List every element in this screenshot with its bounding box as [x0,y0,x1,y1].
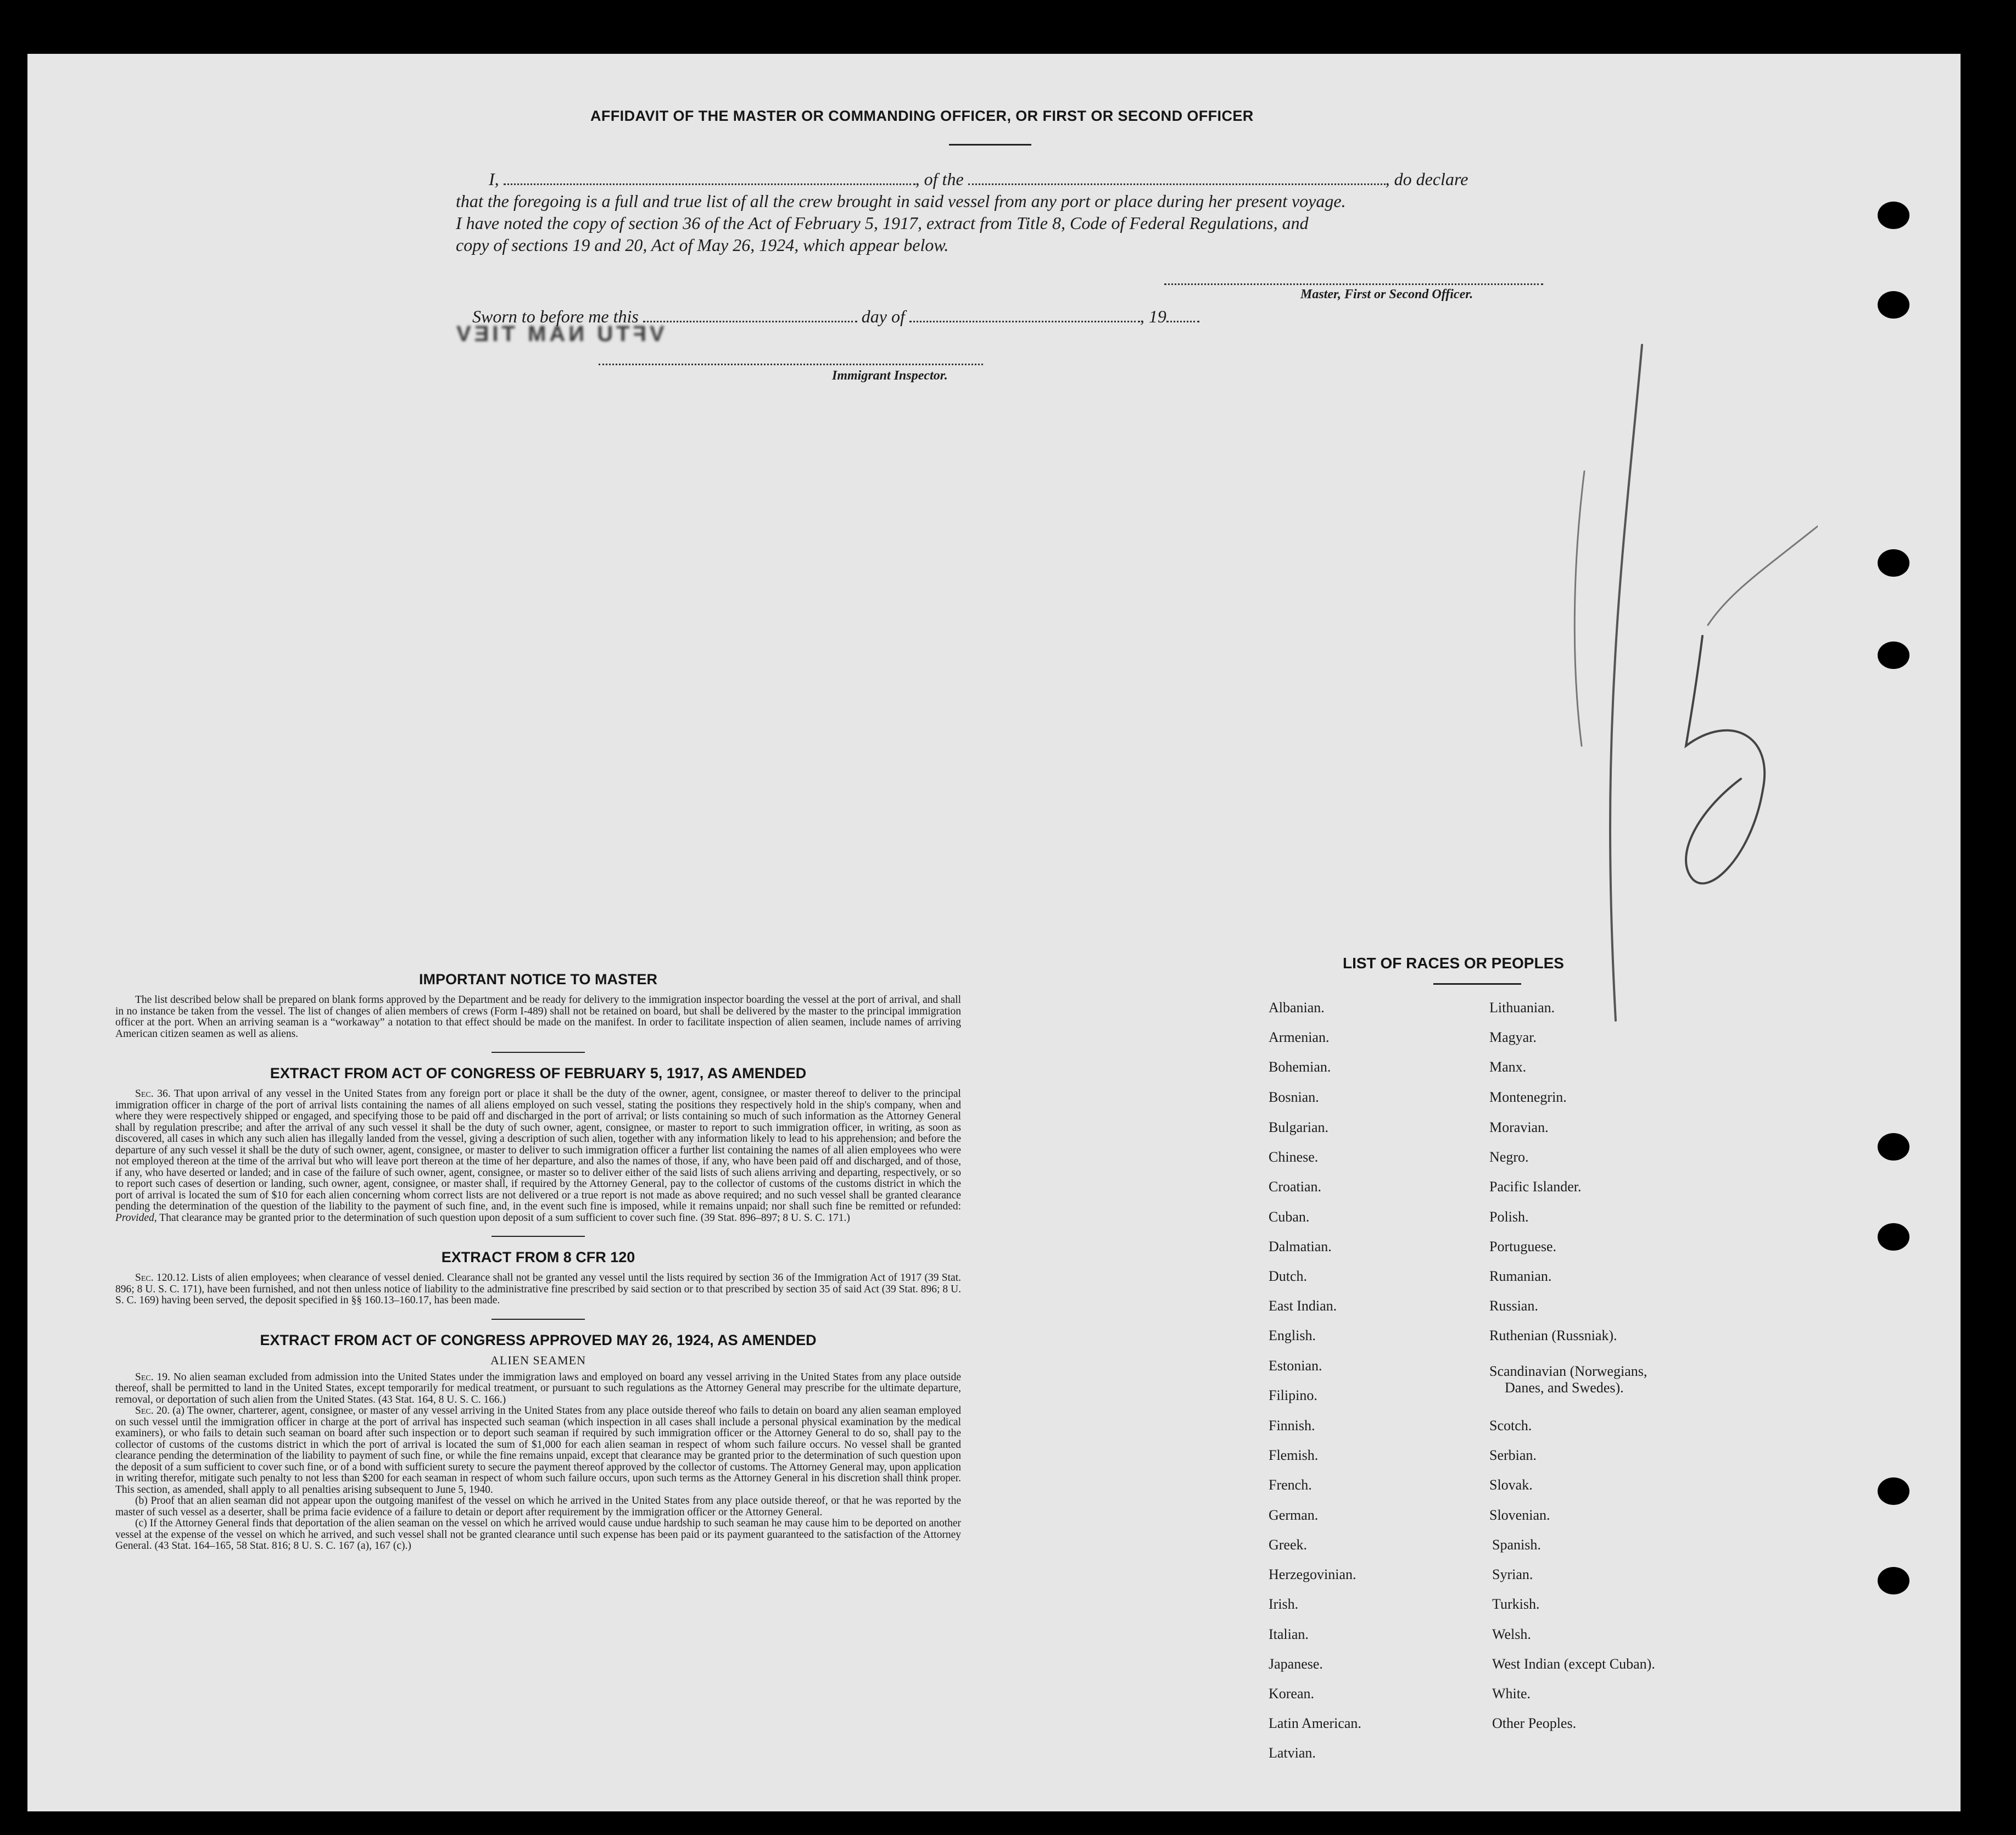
declaration-line-4: copy of sections 19 and 20, Act of May 26, 1924, which appear below. [456,235,949,255]
punch-hole [1878,1223,1909,1251]
races-title: LIST OF RACES OR PEOPLES [1343,955,1564,972]
punch-hole [1878,549,1909,577]
race-item: Japanese. [1269,1656,1323,1672]
affidavit-divider [949,144,1031,146]
extract-1917-divider [492,1236,585,1237]
race-item: Latin American. [1269,1715,1361,1731]
race-item: Dalmatian. [1269,1239,1332,1254]
race-item: Magyar. [1489,1029,1537,1045]
extract-1924-title: EXTRACT FROM ACT OF CONGRESS APPROVED MAY 26, 1924, AS AMENDED [260,1331,817,1348]
sworn-prefix: Sworn to before me this [472,306,639,326]
sec-20b-body [115,1496,961,1518]
race-item: Bulgarian. [1269,1119,1329,1135]
notice-divider [492,1052,585,1053]
race-item: Ruthenian (Russniak). [1489,1328,1617,1343]
race-item: Spanish. [1492,1537,1541,1553]
sworn-date-field[interactable] [643,305,857,322]
race-item: Montenegrin. [1489,1089,1567,1105]
notice-title: IMPORTANT NOTICE TO MASTER [419,971,657,988]
sec-20c-body [115,1518,961,1552]
race-item: Albanian. [1269,1000,1325,1016]
sworn-month-field[interactable] [909,305,1140,322]
punch-hole [1878,1477,1909,1505]
of-the-label: , of the [915,169,964,189]
race-item: Finnish. [1269,1418,1315,1434]
master-signature-field[interactable] [1164,268,1543,285]
race-item: Estonian. [1269,1358,1322,1374]
punch-hole [1878,291,1909,319]
pencil-five [1686,636,1764,883]
race-item: Italian. [1269,1626,1309,1642]
pencil-stroke-two [1574,471,1584,746]
race-item: English. [1269,1328,1316,1343]
declarant-name-field[interactable] [504,168,915,185]
race-item: Russian. [1489,1298,1538,1314]
race-item: Korean. [1269,1686,1315,1702]
punch-hole [1878,202,1909,229]
race-item: East Indian. [1269,1298,1337,1314]
inspector-caption: Immigrant Inspector. [832,369,948,383]
race-item: Polish. [1489,1209,1529,1225]
race-item: Chinese. [1269,1149,1319,1165]
race-item: German. [1269,1507,1319,1523]
sec-20a-text: (a) The owner, charterer, agent, consignee, or master of any vessel arriving in the United States from any place outside thereof who fails to detain on board any alien seaman employed on such vessel until the immigration officer in charge at the port of arrival has inspected such seaman (which inspection in all cases shall include a personal physical examination by the medical examiners), or who fails to detain such seaman on board after such inspection or to deport such seaman if required by such immigration officer or the Attorney General to do so, shall pay to the collector of customs of the customs district in which the port of arrival is located the sum of $1,000 for each alien seaman in respect of whom such failure occurs. No vessel shall be granted clearance pending the determination of the liability to payment of such fine, or while the fine remains unpaid, except that clearance may be granted prior to the determination of such question upon the deposit of a sum sufficient to cover such fine, or of a bond with sufficient surety to secure the payment thereof approved by the collector of customs. The Attorney General may, upon application in writing therefor, mitigate such penalty to not less than $200 for each seaman in respect of whom such failure occurs, upon such terms as the Attorney General in his discretion shall think proper. This section, as amended, shall apply to all penalties arising subsequent to June 5, 1940. [115,1405,961,1496]
race-item: Croatian. [1269,1179,1322,1195]
race-item: Irish. [1269,1596,1299,1612]
race-item: Serbian. [1489,1447,1537,1463]
race-item: Syrian. [1492,1566,1533,1582]
master-signature-caption: Master, First or Second Officer. [1300,287,1473,302]
race-item: Other Peoples. [1492,1715,1577,1731]
sec-20c-text: (c) If the Attorney General finds that deportation of the alien seaman on the vessel on which he arrived would cause undue hardship to such seaman he may cause him to be deported on another vessel at the expense of the vessel on which he arrived, and such vessel shall not be granted clearance until such expense has been paid or its payment guaranteed to the satisfaction of the Attorney General. (43 Stat. 164–165, 58 Stat. 816; 8 U. S. C. 167 (a), 167 (c).) [115,1518,961,1552]
race-item: Dutch. [1269,1268,1308,1284]
race-item: Turkish. [1492,1596,1540,1612]
race-item: Moravian. [1489,1119,1549,1135]
extract-cfr-divider [492,1319,585,1320]
race-item: Scotch. [1489,1418,1532,1434]
race-item: White. [1492,1686,1531,1702]
race-item: Bosnian. [1269,1089,1319,1105]
race-item: Bohemian. [1269,1059,1331,1075]
declaration-line-2: that the foregoing is a full and true list of all the crew brought in said vessel from any port or place during her present voyage. [456,191,1346,211]
race-item: Filipino. [1269,1387,1317,1403]
stamp-bleed-through: VFTU NAM TIEV [453,322,664,346]
day-of-label: day of [861,306,905,326]
race-item: Negro. [1489,1149,1529,1165]
race-item: Flemish. [1269,1447,1319,1463]
extract-cfr-body [115,1273,961,1307]
sec-120-text: Lists of alien employees; when clearance of vessel denied. Clearance shall not be granted any vessel until the lists required by section 36 of the Immigration Act of 1917 (39 Stat. 896; 8 U. S. C. 171), have been furnished, and not then unless notice of liability to the administrative fine prescribed by said section or to that prescribed by section 35 of said Act (39 Stat. 896; 8 U. S. C. 169) having been served, the deposit specified in §§ 160.13–160.17, has been made. [115,1272,961,1306]
punch-hole [1878,1133,1909,1161]
race-item: Portuguese. [1489,1239,1557,1254]
race-item: Armenian. [1269,1029,1330,1045]
race-item: Rumanian. [1489,1268,1552,1284]
alien-seamen-subtitle: ALIEN SEAMEN [490,1353,586,1367]
sec-120-label: Sec. 120.12. [135,1272,189,1284]
race-item: Danes, and Swedes). [1505,1380,1624,1396]
race-item: Greek. [1269,1537,1308,1553]
year-label: , 19 [1140,306,1166,326]
proviso-text: That clearance may be granted prior to the determination of such question upon deposit of a sum sufficient to cover such fine. (39 Stat. 896–897; 8 U. S. C. 171.) [159,1212,850,1224]
pencil-stroke-three [1708,526,1818,625]
race-item: Cuban. [1269,1209,1310,1225]
provided-label: Provided, [115,1212,157,1224]
affidavit-title: AFFIDAVIT OF THE MASTER OR COMMANDING OFFICER, OR FIRST OR SECOND OFFICER [590,108,1254,124]
legal-column [115,971,961,1552]
sec-19-body [115,1372,961,1406]
pencil-stroke-one [1610,345,1642,1020]
race-item: Scandinavian (Norwegians, [1489,1363,1648,1379]
extract-cfr-title: EXTRACT FROM 8 CFR 120 [441,1249,635,1265]
sec-36-text: That upon arrival of any vessel in the United States from any foreign port or place it shall be the duty of the owner, agent, consignee, or master thereof to deliver to the principal immigration officer in charge of the port of arrival lists containing the names of all aliens employed on such vessel, stating the positions they respectively hold in the ship's company, when and where they were respectively shipped or engaged, and specifying those to be paid off and discharged in the port of arrival; or lists containing so much of such information as the Attorney General shall by regulation prescribe; and after the arrival of any such vessel it shall be the duty of such owner, agent, consignee, or master to report to such immigration officer, in writing, as soon as discovered, all cases in which any such alien has illegally landed from the vessel, giving a description of such alien, together with any information likely to lead to his apprehension; and before the departure of any such vessel it shall be the duty of such owner, agent, consignee, or master to deliver to such immigration officer a further list containing the names of all alien employees who were not employed thereon at the time of the arrival but who will leave port thereon at the time of her departure, and also the names of those, if any, who have been paid off and discharged, and of those, if any, who have deserted or landed; and in case of the failure of such owner, agent, consignee, or master so to deliver either of the said lists of such aliens arriving and departing, respectively, or so to report such cases of desertion or landing, such owner, agent, consignee, or master shall, if required by the Attorney General, pay to the collector of customs of the customs district in which the port of arrival is located the sum of $10 for each alien concerning whom correct lists are not delivered or a true report is not made as above required; and no such vessel shall be granted clearance pending the determination of the question of the liability to the payment of such fine, and, in the event such fine is imposed, while it remains unpaid; nor shall such fine be remitted or refunded: [115,1088,961,1212]
inspector-signature-field[interactable] [599,348,983,365]
notice-body [115,995,961,1040]
race-item: West Indian (except Cuban). [1492,1656,1655,1672]
punch-hole [1878,1567,1909,1594]
extract-1917-title: EXTRACT FROM ACT OF CONGRESS OF FEBRUARY 5, 1917, AS AMENDED [270,1065,807,1081]
punch-hole [1878,642,1909,669]
race-item: French. [1269,1477,1312,1493]
sec-20b-text: (b) Proof that an alien seaman did not appear upon the outgoing manifest of the vessel on which he arrived in the United States from any place outside thereof, or that he was reported by the master of such vessel as a deserter, shall be prima facie evidence of a failure to detain or deport after requirement by the immigration officer or the Attorney General. [115,1495,961,1518]
sec-19-text: No alien seaman excluded from admission into the United States under the immigration laws and employed on board any vessel arriving in the United States from any place outside thereof, shall be permitted to land in the United States, except temporarily for medical treatment, or pursuant to such regulations as the Attorney General may prescribe for the ultimate departure, removal, or deportation of such alien from the United States. (43 Stat. 164, 8 U. S. C. 166.) [115,1371,961,1405]
sec-19-label: Sec. 19. [135,1371,170,1383]
document-page [27,54,1961,1811]
extract-1917-body [115,1089,961,1224]
race-item: Manx. [1489,1059,1527,1075]
sworn-line [472,305,1199,327]
sec-36-label: Sec. 36. [135,1088,171,1100]
sec-20-label: Sec. 20. [135,1405,170,1416]
declarant-prefix: I, [489,169,499,189]
race-item: Welsh. [1492,1626,1531,1642]
handwritten-page-number [1433,328,1818,1152]
race-item: Lithuanian. [1489,1000,1555,1016]
declaration-line-1 [489,168,1549,190]
declaration-line-3: I have noted the copy of section 36 of the Act of February 5, 1917, extract from Title 8, Code of Federal Regulations, and [456,213,1309,233]
sworn-year-field[interactable] [1166,305,1199,322]
race-item: Slovenian. [1489,1507,1550,1523]
race-item: Slovak. [1489,1477,1533,1493]
race-item: Herzegovinian. [1269,1566,1356,1582]
race-item: Latvian. [1269,1745,1316,1761]
notice-text: The list described below shall be prepared on blank forms approved by the Department and be ready for delivery to the immigration inspector boarding the vessel at the port of arrival, and shall in no instance be taken from the vessel. The list of changes of alien members of crews (Form I-489) shall not be retained on board, but shall be delivered by the master to the principal immigration officer at the port. When an arriving seaman is a “workaway” a notation to that effect should be made on the manifest. In order to facilitate inspection of alien seamen, include names of arriving American citizen seamen as well as aliens. [115,994,961,1040]
vessel-name-field[interactable] [968,168,1386,185]
do-declare-label: , do declare [1385,169,1468,189]
sec-20a-body [115,1405,961,1496]
race-item: Pacific Islander. [1489,1179,1582,1195]
